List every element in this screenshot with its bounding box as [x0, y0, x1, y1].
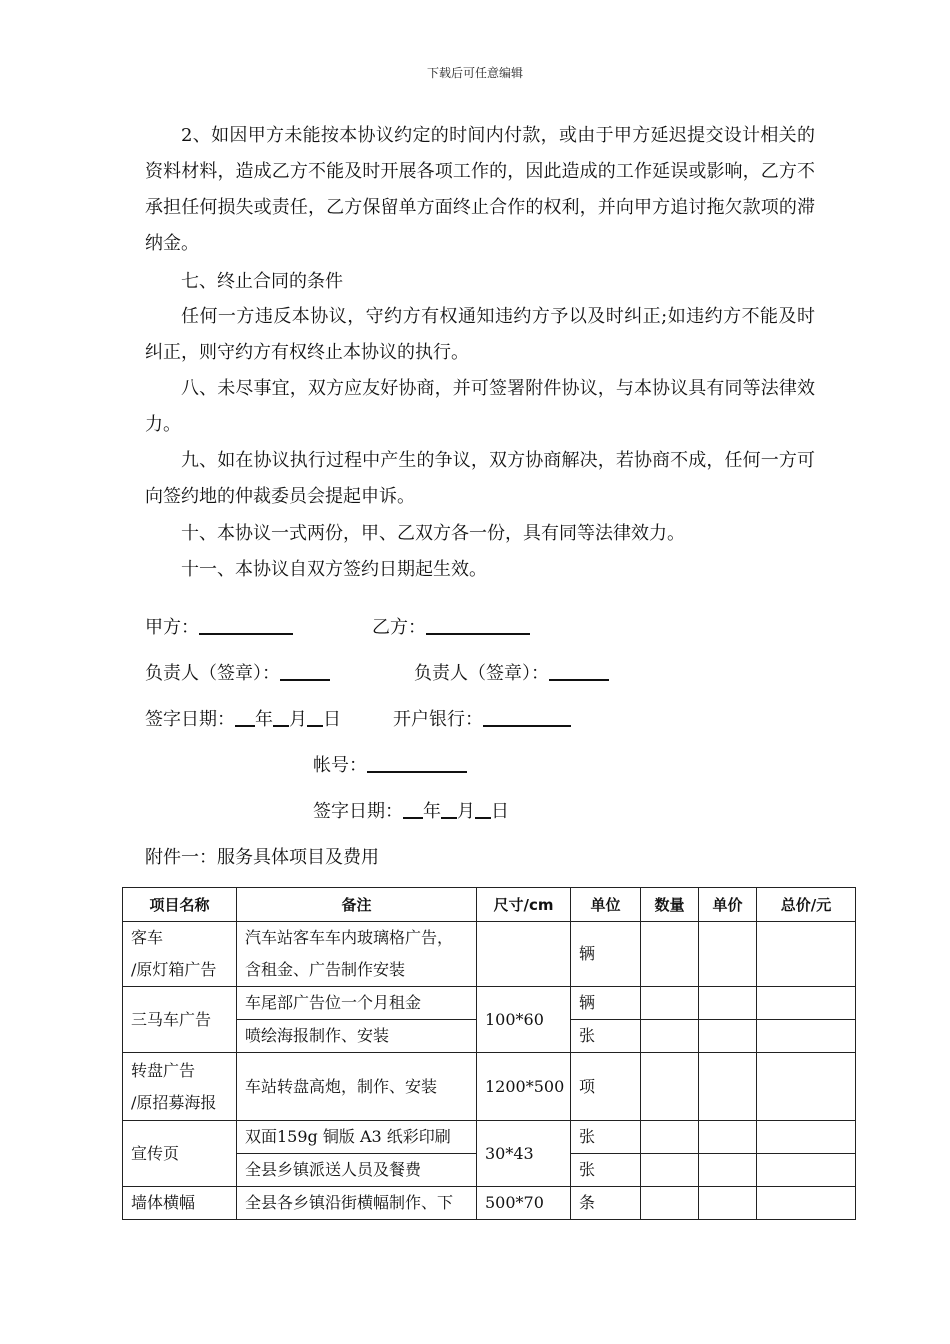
cell-price[interactable]	[699, 1154, 757, 1187]
date-a-year-blank[interactable]	[235, 707, 255, 727]
cell-note: 双面159g 铜版 A3 纸彩印刷	[237, 1121, 477, 1154]
account-blank[interactable]	[367, 753, 467, 773]
cell-price[interactable]	[699, 987, 757, 1020]
cell-name: 三马车广告	[123, 987, 237, 1053]
cell-name: 宣传页	[123, 1121, 237, 1187]
cell-text: 转盘广告	[131, 1060, 196, 1080]
party-b-label: 乙方：	[372, 617, 426, 638]
person-b-blank[interactable]	[549, 661, 609, 681]
cell-size	[477, 922, 571, 987]
col-header-size: 尺寸/cm	[477, 888, 571, 922]
cell-size: 1200*500	[477, 1053, 571, 1121]
cell-unit: 条	[571, 1187, 641, 1220]
clause-8: 八、未尽事宜，双方应友好协商，并可签署附件协议，与本协议具有同等法律效力。	[145, 378, 815, 435]
cell-note: 喷绘海报制作、安装	[237, 1020, 477, 1053]
clause-10: 十、本协议一式两份，甲、乙双方各一份，具有同等法律效力。	[181, 523, 685, 544]
bank-blank[interactable]	[483, 707, 571, 727]
cell-note: 全县乡镇派送人员及餐费	[237, 1154, 477, 1187]
cell-price[interactable]	[699, 1187, 757, 1220]
clause-11: 十一、本协议自双方签约日期起生效。	[181, 559, 487, 580]
cell-text: 汽车站客车车内玻璃格广告，	[245, 928, 454, 947]
date-b-day-blank[interactable]	[475, 799, 491, 819]
col-header-name: 项目名称	[123, 888, 237, 922]
cell-qty[interactable]	[641, 1187, 699, 1220]
cell-total[interactable]	[757, 1121, 856, 1154]
clause-7-body: 任何一方违反本协议，守约方有权通知违约方予以及时纠正;如违约方不能及时纠正，则守约方有权终止本协议的执行。	[145, 306, 815, 363]
cell-price[interactable]	[699, 1053, 757, 1121]
table-row	[123, 1121, 856, 1154]
date-b-month-blank[interactable]	[441, 799, 457, 819]
bank-label: 开户银行：	[393, 709, 483, 730]
date-a-month-blank[interactable]	[273, 707, 289, 727]
cell-qty[interactable]	[641, 1121, 699, 1154]
cell-size: 30*43	[477, 1121, 571, 1187]
person-b-line	[414, 661, 609, 686]
table-row	[123, 922, 856, 987]
account-label: 帐号：	[313, 755, 367, 776]
cell-note: 全县各乡镇沿街横幅制作、下	[237, 1187, 477, 1220]
cell-name: 墙体横幅	[123, 1187, 237, 1220]
date-a-line	[145, 707, 341, 732]
col-header-qty: 数量	[641, 888, 699, 922]
col-header-total: 总价/元	[757, 888, 856, 922]
cell-total[interactable]	[757, 1053, 856, 1121]
year-label: 年	[423, 801, 441, 822]
cell-note: 车站转盘高炮，制作、安装	[237, 1053, 477, 1121]
cell-unit: 张	[571, 1121, 641, 1154]
date-a-label: 签字日期：	[145, 709, 235, 730]
day-label: 日	[323, 709, 341, 730]
date-b-line	[313, 799, 509, 824]
attachment-table	[122, 887, 856, 1220]
party-b-blank[interactable]	[426, 615, 530, 635]
table-row	[123, 1187, 856, 1220]
clause-6-2: 2、如因甲方未能按本协议约定的时间内付款，或由于甲方延迟提交设计相关的资料材料，造成乙方不能及时开展各项工作的，因此造成的工作延误或影响，乙方不承担任何损失或责任，乙方保留单方面终止合作的权利，并向甲方追讨拖欠款项的滞纳金。	[145, 125, 815, 254]
person-b-label: 负责人（签章）：	[414, 663, 549, 684]
cell-total[interactable]	[757, 922, 856, 987]
cell-text: 客车	[131, 928, 164, 947]
cell-name	[123, 1053, 237, 1121]
party-a-line	[145, 615, 293, 640]
party-b-line	[372, 615, 530, 640]
clause-7-heading: 七、终止合同的条件	[181, 271, 343, 292]
cell-note: 车尾部广告位一个月租金	[237, 987, 477, 1020]
clause-9: 九、如在协议执行过程中产生的争议，双方协商解决，若协商不成，任何一方可向签约地的仲裁委员会提起申诉。	[145, 450, 815, 507]
attachment-title: 附件一：服务具体项目及费用	[145, 847, 379, 868]
cell-size: 100*60	[477, 987, 571, 1053]
table-header-row	[123, 888, 856, 922]
cell-total[interactable]	[757, 1187, 856, 1220]
date-b-year-blank[interactable]	[403, 799, 423, 819]
date-b-label: 签字日期：	[313, 801, 403, 822]
party-a-blank[interactable]	[199, 615, 293, 635]
month-label: 月	[457, 801, 475, 822]
table-row	[123, 987, 856, 1020]
cell-text: 含租金、广告制作安装	[245, 960, 406, 979]
account-line	[313, 753, 467, 778]
cell-text: /原灯箱广告	[131, 960, 217, 979]
cell-size: 500*70	[477, 1187, 571, 1220]
cell-qty[interactable]	[641, 922, 699, 987]
year-label: 年	[255, 709, 273, 730]
col-header-price: 单价	[699, 888, 757, 922]
cell-note	[237, 922, 477, 987]
cell-unit: 张	[571, 1154, 641, 1187]
cell-total[interactable]	[757, 1154, 856, 1187]
col-header-note: 备注	[237, 888, 477, 922]
cell-price[interactable]	[699, 922, 757, 987]
cell-qty[interactable]	[641, 1154, 699, 1187]
cell-qty[interactable]	[641, 1020, 699, 1053]
col-header-unit: 单位	[571, 888, 641, 922]
table-row	[123, 1053, 856, 1121]
cell-total[interactable]	[757, 987, 856, 1020]
cell-unit: 辆	[571, 922, 641, 987]
page-header: 下载后可任意编辑	[426, 66, 523, 80]
day-label: 日	[491, 801, 509, 822]
cell-qty[interactable]	[641, 1053, 699, 1121]
cell-text: /原招募海报	[131, 1092, 217, 1112]
cell-price[interactable]	[699, 1121, 757, 1154]
cell-unit: 辆	[571, 987, 641, 1020]
month-label: 月	[289, 709, 307, 730]
person-a-label: 负责人（签章）：	[145, 663, 280, 684]
person-a-line	[145, 661, 330, 686]
party-a-label: 甲方：	[145, 617, 199, 638]
cell-unit: 项	[571, 1053, 641, 1121]
date-a-day-blank[interactable]	[307, 707, 323, 727]
cell-total[interactable]	[757, 1020, 856, 1053]
cell-price[interactable]	[699, 1020, 757, 1053]
cell-name	[123, 922, 237, 987]
person-a-blank[interactable]	[280, 661, 330, 681]
bank-line	[393, 707, 571, 732]
cell-qty[interactable]	[641, 987, 699, 1020]
cell-unit: 张	[571, 1020, 641, 1053]
